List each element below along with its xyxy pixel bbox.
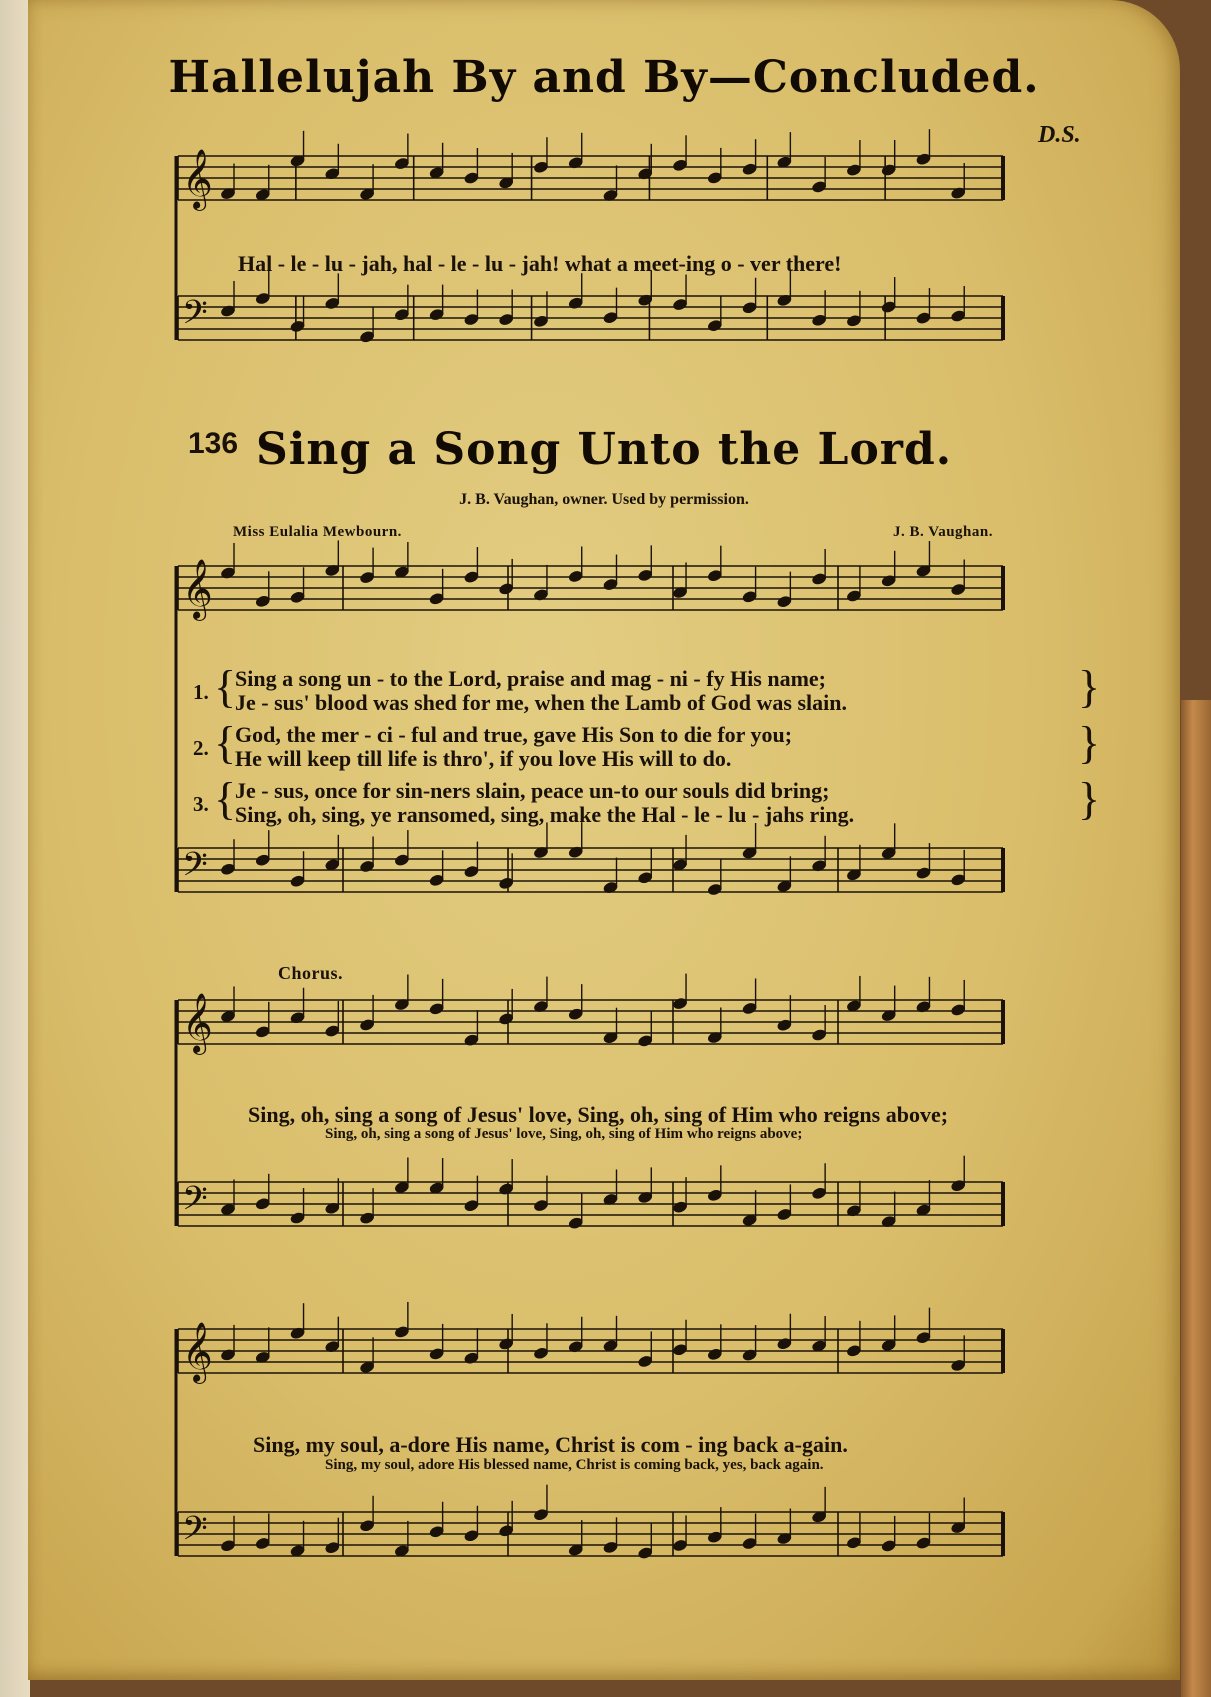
bass-clef-icon: 𝄢 (182, 846, 208, 892)
verse-line: God, the mer - ci - ful and true, gave His Son to die for you; (235, 722, 793, 747)
verse-brace: } (1078, 717, 1101, 768)
treble-clef-icon: 𝄞 (182, 149, 213, 209)
copyright-credit: J. B. Vaughan, owner. Used by permission. (459, 491, 749, 508)
verse-number: 3. (193, 792, 209, 816)
treble-clef-icon: 𝄞 (182, 1322, 213, 1382)
top-song-title: Hallelujah By and By—Concluded. (168, 52, 1040, 103)
verse-brace: { (214, 773, 237, 824)
verse-brace: } (1078, 661, 1101, 712)
verse-line: Je - sus' blood was shed for me, when the Lamb of God was slain. (235, 690, 848, 715)
book-cover-edge (1181, 700, 1211, 1697)
adjacent-page-edge (0, 0, 30, 1697)
bass-clef-icon: 𝄢 (182, 1510, 208, 1556)
verse-brace: } (1078, 773, 1101, 824)
chorus-lyric-line: Sing, oh, sing a song of Jesus' love, Sing, oh, sing of Him who reigns above; (248, 1102, 949, 1127)
verse-number: 1. (193, 680, 209, 704)
verse-brace: { (214, 717, 237, 768)
top-lyric-line: Hal - le - lu - jah, hal - le - lu - jah! what a meet-ing o - ver there! (238, 251, 842, 276)
chorus-alt-lyric-line: Sing, oh, sing a song of Jesus' love, Sing, oh, sing of Him who reigns above; (325, 1126, 803, 1142)
chorus-lyric-line: Sing, my soul, a-dore His name, Christ is com - ing back a-gain. (253, 1432, 848, 1457)
treble-clef-icon: 𝄞 (182, 993, 213, 1053)
verse-line: Je - sus, once for sin-ners slain, peace un-to our souls did bring; (235, 778, 830, 803)
hymn-number: 136 (188, 427, 239, 460)
hymn-title: Sing a Song Unto the Lord. (255, 424, 953, 475)
composer-credit: J. B. Vaughan. (893, 524, 993, 540)
verse-number: 2. (193, 736, 209, 760)
ds-mark: D.S. (1038, 122, 1081, 148)
treble-clef-icon: 𝄞 (182, 559, 213, 619)
chorus-alt-lyric-line: Sing, my soul, adore His blessed name, Christ is coming back, yes, back again. (325, 1457, 824, 1473)
verse-line: Sing, oh, sing, ye ransomed, sing, make the Hal - le - lu - jahs ring. (235, 802, 855, 827)
chorus-label: Chorus. (278, 963, 344, 983)
verse-line: He will keep till life is thro', if you love His will to do. (235, 746, 732, 771)
lyricist-credit: Miss Eulalia Mewbourn. (233, 524, 402, 540)
bass-clef-icon: 𝄢 (182, 1180, 208, 1226)
verse-brace: { (214, 661, 237, 712)
verse-line: Sing a song un - to the Lord, praise and mag - ni - fy His name; (235, 666, 827, 691)
music-notation (28, 0, 1180, 1680)
bass-clef-icon: 𝄢 (182, 294, 208, 340)
